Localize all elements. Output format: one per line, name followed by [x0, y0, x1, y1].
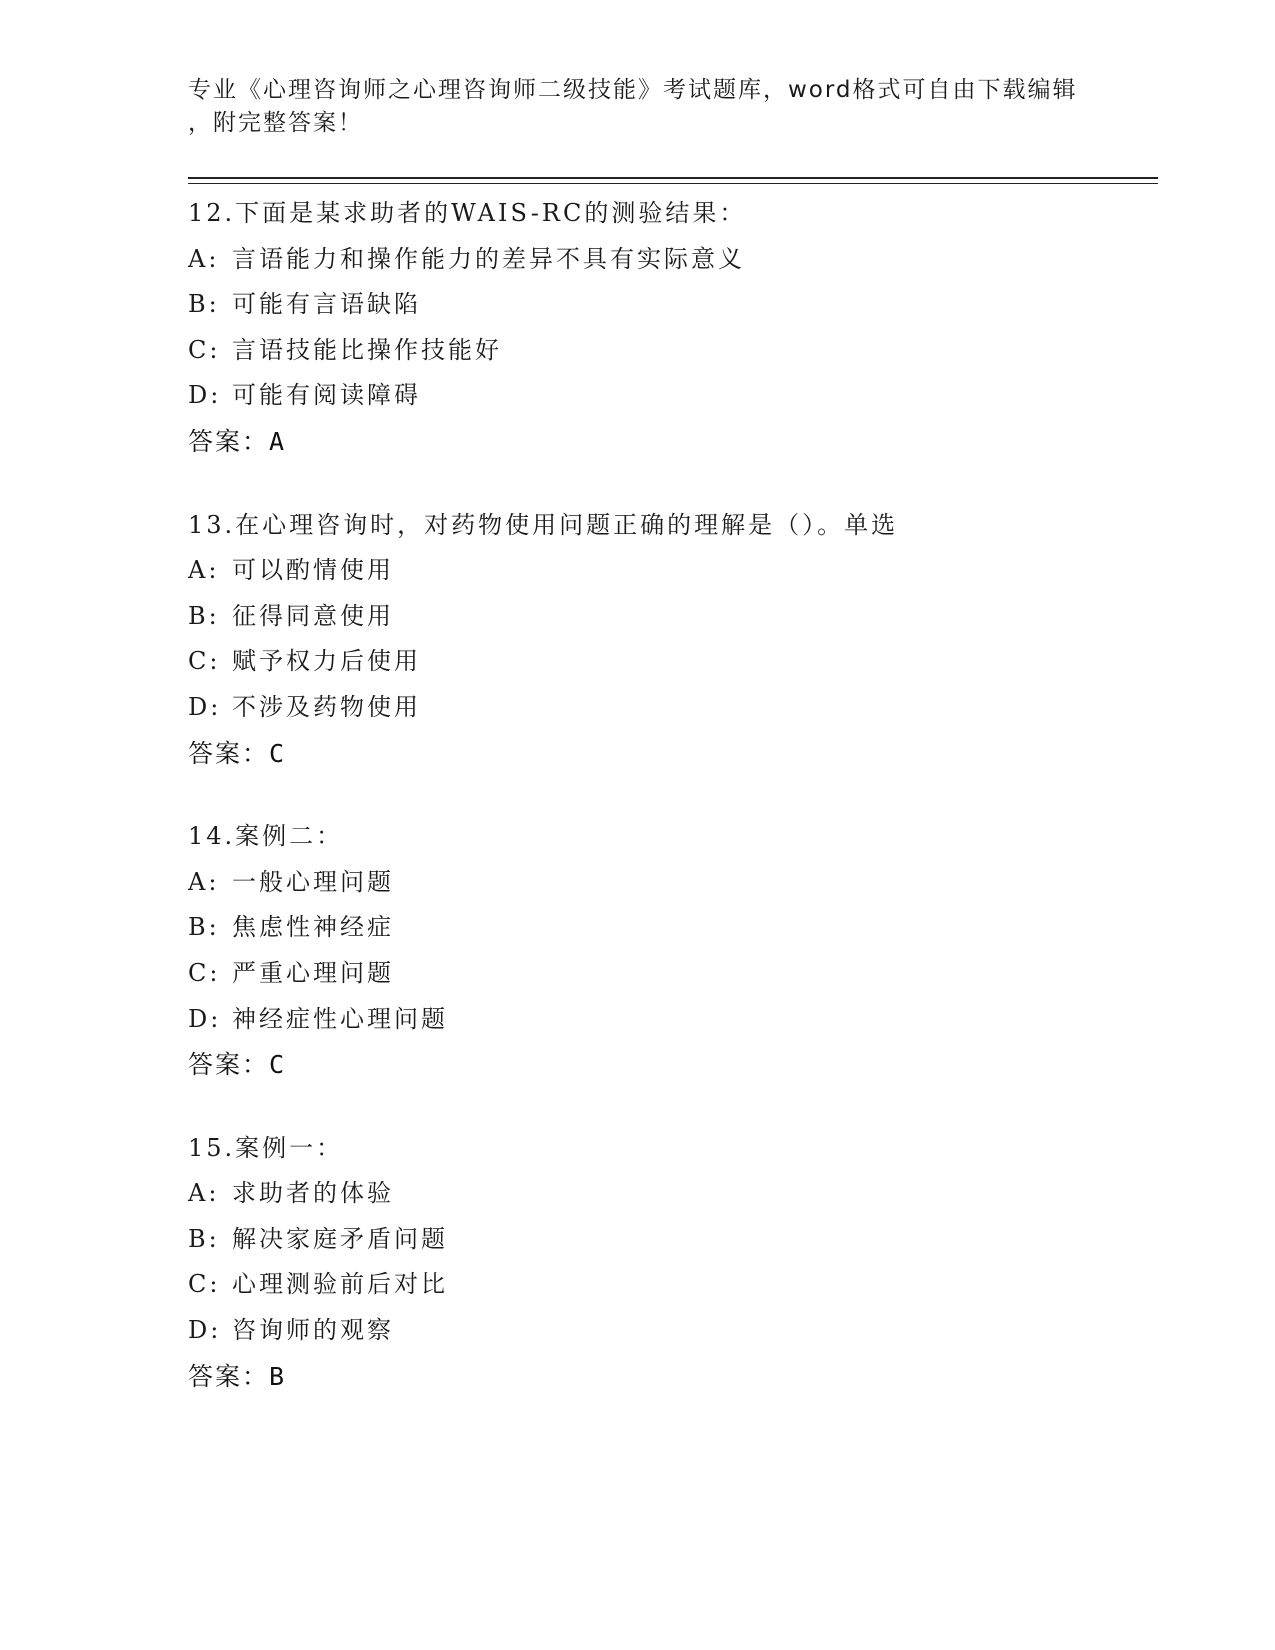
option-b — [188, 905, 1148, 951]
option-text: 言语技能比操作技能好 — [232, 335, 502, 364]
question-stem — [188, 814, 1148, 860]
option-b — [188, 282, 1148, 328]
option-key: D: — [188, 692, 222, 721]
option-key: B: — [188, 1224, 220, 1253]
option-key: A: — [188, 1179, 220, 1208]
answer-label: 答案： — [188, 426, 270, 456]
option-text: 心理测验前后对比 — [232, 1270, 448, 1299]
question-stem — [188, 1126, 1148, 1172]
option-key: D: — [188, 381, 222, 410]
answer-value: B — [269, 1361, 287, 1391]
option-key: C: — [188, 647, 221, 676]
option-d — [188, 1308, 1148, 1354]
header-divider-thick — [188, 177, 1158, 179]
answer-label: 答案： — [188, 1361, 270, 1391]
question-15 — [188, 1126, 1148, 1400]
option-text: 不涉及药物使用 — [232, 692, 421, 721]
question-stem — [188, 503, 1148, 549]
option-key: D: — [188, 1004, 222, 1033]
document-header — [188, 74, 1088, 140]
option-text: 求助者的体验 — [232, 1179, 394, 1208]
option-key: A: — [188, 556, 220, 585]
option-text: 焦虑性神经症 — [232, 913, 394, 942]
option-text: 咨询师的观察 — [232, 1316, 394, 1345]
answer-line — [188, 1042, 1148, 1088]
answer-line — [188, 419, 1148, 465]
header-line-2: ，附完整答案！ — [188, 110, 363, 136]
option-text: 严重心理问题 — [232, 958, 394, 987]
option-key: B: — [188, 290, 220, 319]
option-text: 解决家庭矛盾问题 — [232, 1224, 448, 1253]
option-key: A: — [188, 867, 220, 896]
question-number: 15. — [188, 1133, 236, 1162]
option-text: 可能有阅读障碍 — [232, 381, 421, 410]
answer-label: 答案： — [188, 1050, 270, 1080]
option-c — [188, 328, 1148, 374]
question-stem — [188, 191, 1148, 237]
question-list — [188, 191, 1148, 1437]
option-a — [188, 860, 1148, 906]
question-text: 在心理咨询时，对药物使用问题正确的理解是（）。单选 — [235, 510, 899, 539]
question-text: 案例一： — [235, 1133, 344, 1162]
header-line-1: 专业《心理咨询师之心理咨询师二级技能》考试题库，word格式可自由下载编辑 — [188, 77, 1078, 103]
header-divider-thin — [188, 183, 1158, 184]
option-d — [188, 373, 1148, 419]
option-key: B: — [188, 601, 220, 630]
option-a — [188, 548, 1148, 594]
answer-value: C — [269, 738, 287, 768]
question-number: 14. — [188, 822, 236, 851]
answer-line — [188, 1354, 1148, 1400]
option-c — [188, 951, 1148, 997]
question-text: 下面是某求助者的WAIS-RC的测验结果： — [235, 199, 747, 227]
option-text: 可能有言语缺陷 — [232, 290, 421, 319]
option-c — [188, 1262, 1148, 1308]
option-d — [188, 997, 1148, 1043]
question-text: 案例二： — [235, 822, 344, 851]
option-c — [188, 639, 1148, 685]
option-text: 可以酌情使用 — [232, 556, 394, 585]
option-key: C: — [188, 958, 221, 987]
answer-value: C — [269, 1050, 287, 1080]
option-text: 神经症性心理问题 — [232, 1004, 448, 1033]
option-text: 征得同意使用 — [232, 601, 394, 630]
option-text: 赋予权力后使用 — [232, 647, 421, 676]
question-13 — [188, 503, 1148, 777]
option-a — [188, 237, 1148, 283]
option-d — [188, 685, 1148, 731]
option-b — [188, 594, 1148, 640]
option-key: C: — [188, 1270, 221, 1299]
option-b — [188, 1217, 1148, 1263]
question-12 — [188, 191, 1148, 465]
question-number: 12. — [188, 199, 236, 227]
option-key: D: — [188, 1316, 222, 1345]
option-text: 一般心理问题 — [232, 867, 394, 896]
option-a — [188, 1171, 1148, 1217]
question-number: 13. — [188, 510, 236, 539]
answer-value: A — [269, 426, 287, 456]
option-text: 言语能力和操作能力的差异不具有实际意义 — [232, 244, 745, 273]
option-key: C: — [188, 335, 221, 364]
answer-line — [188, 731, 1148, 777]
answer-label: 答案： — [188, 738, 270, 768]
question-14 — [188, 814, 1148, 1088]
option-key: A: — [188, 244, 220, 273]
option-key: B: — [188, 913, 220, 942]
